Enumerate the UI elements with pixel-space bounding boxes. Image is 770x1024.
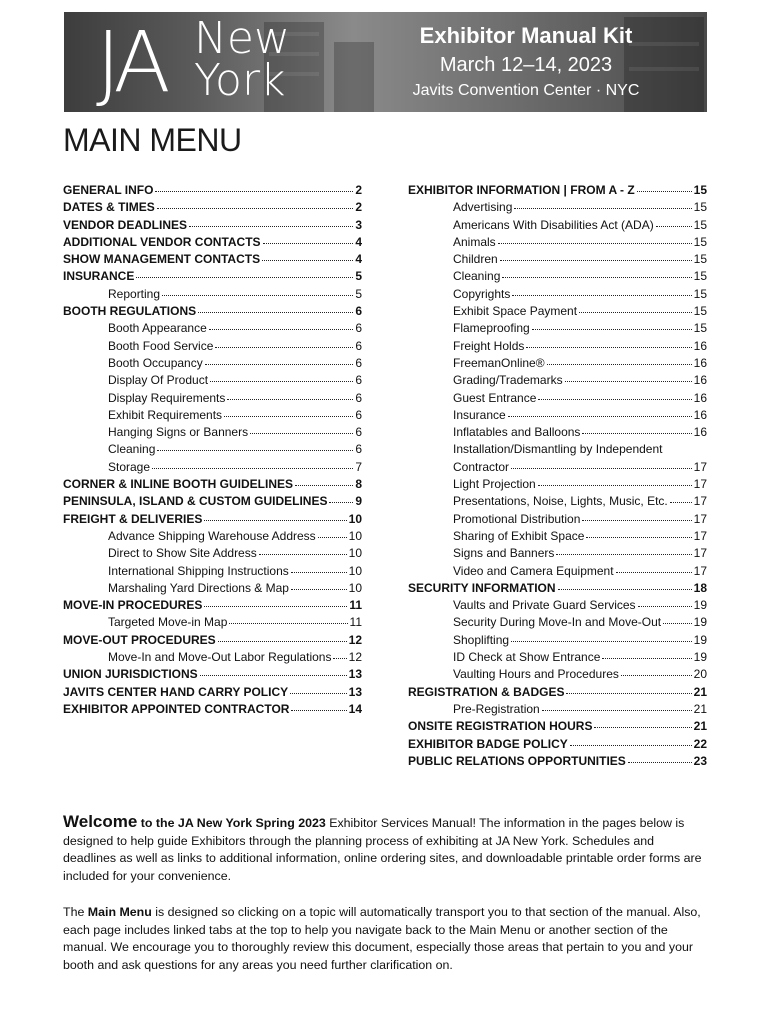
toc-item-page: 13	[348, 667, 362, 682]
toc-leader-dots	[556, 543, 691, 555]
toc-leader-dots	[566, 682, 691, 694]
toc-leader-dots	[262, 249, 353, 261]
toc-item-label: Advertising	[453, 200, 513, 215]
toc-leader-dots	[333, 647, 346, 659]
toc-leader-dots	[526, 336, 691, 348]
toc-item-label: Contractor	[453, 459, 510, 474]
toc-leader-dots	[500, 249, 692, 261]
toc-leader-dots	[508, 405, 692, 417]
toc-item-label: Cleaning	[108, 442, 156, 457]
toc-leader-dots	[204, 595, 347, 607]
toc-leader-dots	[155, 180, 353, 192]
toc-item-page: 10	[348, 580, 362, 595]
toc-item-label: Signs and Banners	[453, 546, 555, 561]
toc-item-page: 6	[355, 442, 362, 457]
toc-leader-dots	[250, 422, 353, 434]
toc-item-page: 9	[355, 494, 362, 509]
toc-item-page: 13	[348, 684, 362, 699]
toc-item-page: 3	[355, 217, 362, 232]
logo-york-text: York	[194, 55, 286, 106]
toc-item[interactable]	[63, 632, 362, 649]
toc-item-label: Vaults and Private Guard Services	[453, 598, 636, 613]
toc-item-label: Display Of Product	[108, 373, 209, 388]
toc-item-label: FreemanOnline®	[453, 355, 545, 370]
toc-item-page: 16	[693, 407, 707, 422]
toc-leader-dots	[570, 734, 692, 746]
toc-leader-dots	[295, 474, 353, 486]
toc-item-page: 15	[693, 269, 707, 284]
toc-item-label: PENINSULA, ISLAND & CUSTOM GUIDELINES	[63, 494, 328, 509]
toc-item-label: Vaulting Hours and Procedures	[453, 667, 619, 682]
toc-item-label: Children	[453, 252, 498, 267]
banner-text-block	[376, 22, 676, 102]
toc-leader-dots	[586, 526, 691, 538]
toc-item-label: MOVE-IN PROCEDURES	[63, 598, 203, 613]
toc-item-page: 4	[355, 234, 362, 249]
toc-leader-dots	[215, 336, 353, 348]
toc-item-page: 10	[348, 528, 362, 543]
page-title: MAIN MENU	[63, 122, 242, 158]
toc-leader-dots	[514, 197, 691, 209]
toc-item-page: 21	[693, 719, 707, 734]
toc-item-label: CORNER & INLINE BOOTH GUIDELINES	[63, 477, 294, 492]
toc-item-page: 19	[693, 650, 707, 665]
toc-item-label: Storage	[108, 459, 151, 474]
toc-item-page: 17	[693, 563, 707, 578]
toc-item-page: 15	[693, 304, 707, 319]
toc-leader-dots	[229, 612, 347, 624]
toc-leader-dots	[637, 180, 692, 192]
toc-leader-dots	[616, 561, 692, 573]
toc-leader-dots	[152, 457, 353, 469]
toc-leader-dots	[224, 405, 353, 417]
header-banner	[64, 12, 707, 112]
toc-leader-dots	[136, 266, 353, 278]
toc-item-label: EXHIBITOR BADGE POLICY	[408, 736, 568, 751]
toc-item-label: Marshaling Yard Directions & Map	[108, 580, 289, 595]
toc-leader-dots	[602, 647, 691, 659]
toc-leader-dots	[532, 318, 692, 330]
toc-leader-dots	[259, 543, 347, 555]
logo-ja-text: JA	[96, 13, 165, 111]
toc-leader-dots	[200, 664, 347, 676]
toc-item-label: INSURANCE	[63, 269, 135, 284]
toc-item-page: 16	[693, 425, 707, 440]
toc-item-label: UNION JURISDICTIONS	[63, 667, 198, 682]
toc-item-label: Targeted Move-in Map	[108, 615, 228, 630]
toc-item-page: 19	[693, 632, 707, 647]
toc-leader-dots	[663, 612, 692, 624]
toc-item-page: 20	[693, 667, 707, 682]
toc-item-page: 17	[693, 494, 707, 509]
toc-item-label: Booth Food Service	[108, 338, 214, 353]
banner-venue: Javits Convention Center · NYC	[412, 82, 640, 99]
toc-leader-dots	[157, 439, 353, 451]
toc-item-page: 21	[693, 701, 707, 716]
toc-item[interactable]	[63, 701, 362, 718]
toc-item-label: GENERAL INFO	[63, 183, 154, 197]
toc-leader-dots	[511, 630, 692, 642]
toc-item-page: 19	[693, 615, 707, 630]
toc-item-label: ADDITIONAL VENDOR CONTACTS	[63, 234, 261, 249]
toc-item-page: 15	[693, 321, 707, 336]
toc-leader-dots	[512, 284, 691, 296]
toc-item-page: 16	[693, 355, 707, 370]
toc-item-page: 21	[693, 684, 707, 699]
toc-leader-dots	[318, 526, 347, 538]
toc-leader-dots	[547, 353, 692, 365]
toc-item-label: Booth Occupancy	[108, 355, 203, 370]
toc-item-label: Light Projection	[453, 477, 536, 492]
toc-leader-dots	[198, 301, 353, 313]
toc-item-label: Exhibit Space Payment	[453, 304, 578, 319]
toc-item-label: SECURITY INFORMATION	[408, 580, 556, 595]
toc-item-page: 10	[348, 563, 362, 578]
toc-item-label: Installation/Dismantling by Independent	[453, 442, 663, 457]
toc-item-label: SHOW MANAGEMENT CONTACTS	[63, 252, 261, 267]
toc-item-label: Inflatables and Balloons	[453, 425, 581, 440]
toc-item-page: 15	[693, 183, 707, 197]
toc-leader-dots	[263, 232, 354, 244]
toc-item-page: 12	[348, 632, 362, 647]
toc-leader-dots	[621, 664, 692, 676]
toc-item-page: 17	[693, 511, 707, 526]
toc-item-label: Flameproofing	[453, 321, 530, 336]
toc-item-page: 6	[355, 425, 362, 440]
toc-item-label: Presentations, Noise, Lights, Music, Etc.	[453, 494, 668, 509]
welcome-lead: Welcome	[63, 812, 138, 831]
toc-item-label: Animals	[453, 234, 496, 249]
toc-item-label: Guest Entrance	[453, 390, 537, 405]
toc-item-page: 10	[348, 511, 362, 526]
toc-item-page: 15	[693, 234, 707, 249]
intro-body: is designed so clicking on a topic will automatically transport you to that section of the manual. Also, each page includes linked tabs at the top to help you navigate back to the Main Menu or another section of the manual. We encourage you to thoroughly review this document, especially those areas that pertain to you and your booth and ask questions for any areas you need further clarification on.	[63, 905, 701, 972]
toc-item-page: 6	[355, 407, 362, 422]
toc-leader-dots	[628, 751, 692, 763]
toc-item-page: 23	[693, 753, 707, 768]
toc-item-label: Freight Holds	[453, 338, 525, 353]
toc-item-label: Sharing of Exhibit Space	[453, 528, 585, 543]
toc-item-page: 2	[355, 183, 362, 197]
toc-item[interactable]	[408, 424, 707, 441]
toc-item-page: 19	[693, 598, 707, 613]
toc-item-label: Cleaning	[453, 269, 501, 284]
toc-item-page: 2	[355, 200, 362, 215]
banner-title: Exhibitor Manual Kit	[419, 23, 633, 48]
toc-item-label: ONSITE REGISTRATION HOURS	[408, 719, 593, 734]
toc-leader-dots	[594, 716, 691, 728]
toc-leader-dots	[582, 509, 691, 521]
toc-item-page: 6	[355, 321, 362, 336]
toc-item-label: MOVE-OUT PROCEDURES	[63, 632, 216, 647]
toc-item-label: REGISTRATION & BADGES	[408, 684, 565, 699]
toc-item-page: 10	[348, 546, 362, 561]
toc-item-label: BOOTH REGULATIONS	[63, 304, 197, 319]
toc-item-label: Direct to Show Site Address	[108, 546, 257, 561]
toc-item-label: Pre-Registration	[453, 701, 540, 716]
toc-leader-dots	[542, 699, 692, 711]
toc-item-page: 17	[693, 477, 707, 492]
toc-item-page: 15	[693, 252, 707, 267]
toc-item-label: Shoplifting	[453, 632, 510, 647]
toc-item-page: 6	[355, 390, 362, 405]
toc-item-label: PUBLIC RELATIONS OPPORTUNITIES	[408, 753, 626, 768]
toc-leader-dots	[538, 474, 692, 486]
toc-leader-dots	[565, 370, 692, 382]
toc-leader-dots	[498, 232, 692, 244]
toc-item-page: 7	[355, 459, 362, 474]
toc-item-page: 22	[693, 736, 707, 751]
toc-item-label: DATES & TIMES	[63, 200, 155, 215]
toc-leader-dots	[162, 284, 353, 296]
toc-leader-dots	[290, 682, 347, 694]
toc-item-label: International Shipping Instructions	[108, 563, 289, 578]
toc-leader-dots	[157, 197, 354, 209]
toc-leader-dots	[638, 595, 692, 607]
toc-item-page: 14	[348, 701, 362, 716]
toc-item-label: Grading/Trademarks	[453, 373, 563, 388]
toc-leader-dots	[579, 301, 692, 313]
toc-leader-dots	[291, 578, 347, 590]
toc-item-label: Exhibit Requirements	[108, 407, 223, 422]
toc-leader-dots	[218, 630, 347, 642]
toc-leader-dots	[582, 422, 691, 434]
toc-leader-dots	[291, 699, 346, 711]
toc-leader-dots	[538, 388, 691, 400]
toc-item-page: 6	[355, 355, 362, 370]
toc-item-label: ID Check at Show Entrance	[453, 650, 601, 665]
toc-leader-dots	[227, 388, 353, 400]
toc-leader-dots	[204, 509, 346, 521]
toc-item-label: EXHIBITOR INFORMATION | FROM A - Z	[408, 183, 635, 197]
toc-left-column	[63, 182, 362, 718]
toc-item[interactable]	[408, 753, 707, 770]
toc-item-page: 4	[355, 252, 362, 267]
toc-item-page: 15	[693, 217, 707, 232]
toc-item-label: Americans With Disabilities Act (ADA)	[453, 217, 654, 232]
welcome-body: Exhibitor Services Manual! The information in the pages below is designed to help guide Exhibitors through the planning process of exhibiting at JA New York. Schedules and deadlines as well as links to additional information, online ordering sites, and downloadable printable order forms are included for your convenience.	[63, 816, 702, 883]
toc-item[interactable]	[408, 476, 707, 493]
toc-item-page: 12	[348, 650, 362, 665]
welcome-paragraph	[63, 813, 709, 885]
toc-item-page: 6	[355, 338, 362, 353]
toc-item-label: FREIGHT & DELIVERIES	[63, 511, 203, 526]
intro-paragraph	[63, 904, 709, 974]
toc-right-column	[408, 182, 707, 770]
toc-item-page: 17	[693, 528, 707, 543]
toc-leader-dots	[205, 353, 354, 365]
toc-item-label: Copyrights	[453, 286, 511, 301]
logo-new-text: New	[194, 13, 290, 64]
toc-item-label: Promotional Distribution	[453, 511, 581, 526]
welcome-bold: to the JA New York Spring 2023	[137, 816, 326, 830]
intro-main-menu: Main Menu	[87, 905, 152, 919]
toc-item-label: Reporting	[108, 286, 161, 301]
toc-item-label: EXHIBITOR APPOINTED CONTRACTOR	[63, 701, 290, 716]
toc-item-page: 5	[355, 286, 362, 301]
toc-item-page: 17	[693, 459, 707, 474]
toc-item-label: Move-In and Move-Out Labor Regulations	[108, 650, 332, 665]
toc-item-label: Hanging Signs or Banners	[108, 425, 249, 440]
toc-item-label: JAVITS CENTER HAND CARRY POLICY	[63, 684, 289, 699]
toc-item-page: 6	[355, 304, 362, 319]
toc-item-page: 6	[355, 373, 362, 388]
toc-leader-dots	[502, 266, 691, 278]
toc-item[interactable]	[63, 476, 362, 493]
toc-item-label: Advance Shipping Warehouse Address	[108, 528, 316, 543]
toc-item-page: 8	[355, 477, 362, 492]
intro-pre: The	[63, 905, 88, 919]
toc-item-label: Booth Appearance	[108, 321, 207, 336]
toc-leader-dots	[210, 370, 353, 382]
banner-dates: March 12–14, 2023	[439, 54, 613, 76]
toc-item-label: Display Requirements	[108, 390, 226, 405]
toc-item-page: 5	[355, 269, 362, 284]
toc-leader-dots	[189, 215, 353, 227]
toc-item-page: 16	[693, 373, 707, 388]
toc-item-page: 15	[693, 200, 707, 215]
toc-leader-dots	[656, 215, 692, 227]
toc-item-page: 16	[693, 390, 707, 405]
toc-leader-dots	[209, 318, 354, 330]
toc-item-page: 17	[693, 546, 707, 561]
toc-item-label: VENDOR DEADLINES	[63, 217, 188, 232]
toc-item-page: 18	[693, 580, 707, 595]
toc-item-page: 11	[349, 615, 362, 630]
toc-item-label: Insurance	[453, 407, 506, 422]
toc-item-label: Video and Camera Equipment	[453, 563, 614, 578]
toc-item-label: Security During Move-In and Move-Out	[453, 615, 662, 630]
toc-leader-dots	[511, 457, 692, 469]
toc-leader-dots	[670, 491, 692, 503]
toc-item-page: 15	[693, 286, 707, 301]
toc-leader-dots	[558, 578, 692, 590]
logo-new-york-text	[194, 13, 290, 106]
toc-item-page: 11	[349, 598, 362, 613]
toc-item-page: 16	[693, 338, 707, 353]
toc-leader-dots	[291, 561, 347, 573]
toc-leader-dots	[329, 491, 353, 503]
